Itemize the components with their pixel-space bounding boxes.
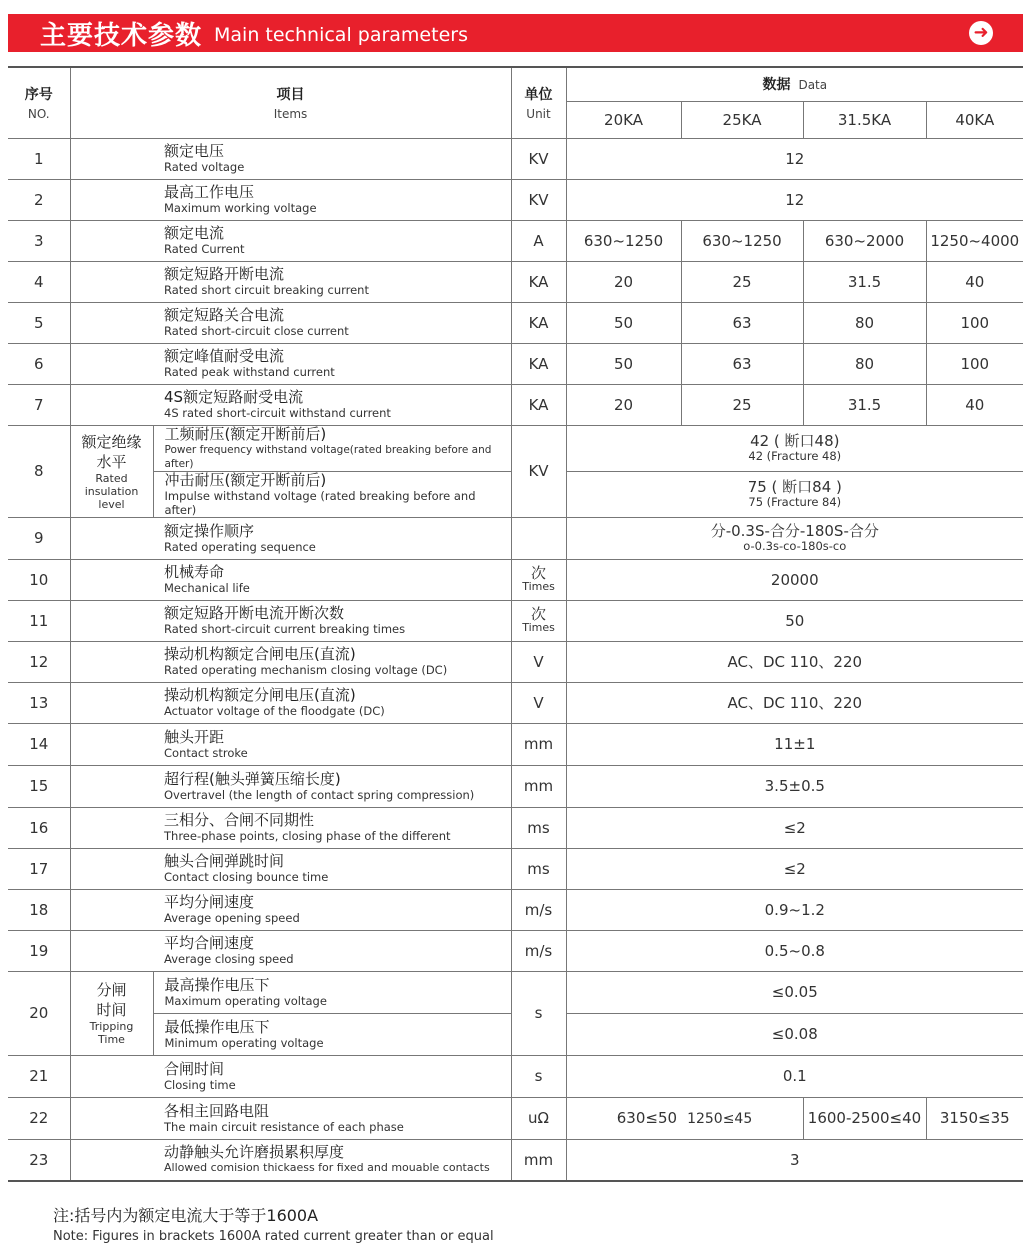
row-item: 操动机构额定分闸电压(直流) Actuator voltage of the floodgate (DC) (153, 682, 511, 723)
row-value: 25 (681, 384, 803, 425)
arrow-right-circle-icon[interactable]: ➜ (969, 21, 993, 45)
row-value: ≤2 (566, 848, 1023, 889)
row-value: 630≤50 1250≤45 (566, 1097, 803, 1139)
row-unit: s (511, 971, 566, 1055)
row-item: 机械寿命 Mechanical life (153, 559, 511, 600)
row-value: 0.5~0.8 (566, 930, 1023, 971)
row-item: 额定操作顺序 Rated operating sequence (153, 517, 511, 559)
table-row (8, 1139, 1023, 1181)
row-no: 13 (8, 682, 70, 723)
row-value: 80 (803, 343, 926, 384)
table-row (8, 971, 1023, 1013)
table-row (8, 682, 1023, 723)
row-value: AC、DC 110、220 (566, 641, 1023, 682)
row-no: 14 (8, 723, 70, 765)
row-unit: KA (511, 261, 566, 302)
table-row (8, 1055, 1023, 1097)
row-no: 10 (8, 559, 70, 600)
row-value: 100 (926, 302, 1023, 343)
row-value: 100 (926, 343, 1023, 384)
row-value: 75 ( 断口84 ) 75 (Fracture 84) (566, 471, 1023, 517)
row-value: 31.5 (803, 384, 926, 425)
row-item: 平均分闸速度 Average opening speed (153, 889, 511, 930)
footnote-cn: 注:括号内为额定电流大于等于1600A (53, 1206, 319, 1225)
banner-title-en: Main technical parameters (214, 24, 468, 46)
row-item: 动静触头允许磨损累积厚度 Allowed comision thickaess for fixed and mouable contacts (153, 1139, 511, 1181)
table-row (8, 641, 1023, 682)
row-unit: V (511, 682, 566, 723)
row-no: 12 (8, 641, 70, 682)
row-unit: uΩ (511, 1097, 566, 1139)
row-item: 各相主回路电阻 The main circuit resistance of each phase (153, 1097, 511, 1139)
row-unit (511, 517, 566, 559)
row-no: 16 (8, 807, 70, 848)
row-item: 三相分、合闸不同期性 Three-phase points, closing phase of the different (153, 807, 511, 848)
row-value: 12 (566, 179, 1023, 220)
row-value: 0.9~1.2 (566, 889, 1023, 930)
table-row (8, 179, 1023, 220)
row-unit: mm (511, 1139, 566, 1181)
row-no: 7 (8, 384, 70, 425)
row-value: 80 (803, 302, 926, 343)
row-value: 20 (566, 261, 681, 302)
row-value: ≤0.05 (566, 971, 1023, 1013)
row-no: 18 (8, 889, 70, 930)
header-col-20ka: 20KA (566, 101, 681, 138)
row-item: 最低操作电压下 Minimum operating voltage (153, 1013, 511, 1055)
row-unit: m/s (511, 889, 566, 930)
row-item: 最高操作电压下 Maximum operating voltage (153, 971, 511, 1013)
table-row (8, 384, 1023, 425)
row-value: 50 (566, 343, 681, 384)
row-item: 4S额定短路耐受电流 4S rated short-circuit withstand current (153, 384, 511, 425)
row-no: 15 (8, 765, 70, 807)
row-unit: ms (511, 807, 566, 848)
row-item: 平均合闸速度 Average closing speed (153, 930, 511, 971)
row-item: 额定短路开断电流开断次数 Rated short-circuit current breaking times (153, 600, 511, 641)
table-row (8, 1097, 1023, 1139)
row-unit: V (511, 641, 566, 682)
row-item: 额定电压 Rated voltage (153, 138, 511, 179)
row-no: 8 (8, 425, 70, 517)
header-col-25ka: 25KA (681, 101, 803, 138)
row-value: 分-0.3S-合分-180S-合分 o-0.3s-co-180s-co (566, 517, 1023, 559)
row-item: 超行程(触头弹簧压缩长度) Overtravel (the length of contact spring compression) (153, 765, 511, 807)
row-value: 0.1 (566, 1055, 1023, 1097)
row-value: 3150≤35 (926, 1097, 1023, 1139)
table-row (8, 848, 1023, 889)
row-unit: KA (511, 302, 566, 343)
row-item: 操动机构额定合闸电压(直流) Rated operating mechanism closing voltage (DC) (153, 641, 511, 682)
row-item: 冲击耐压(额定开断前后) Impulse withstand voltage (rated breaking before and after) (153, 471, 511, 517)
row-unit: s (511, 1055, 566, 1097)
row-value: 63 (681, 343, 803, 384)
table-row (8, 930, 1023, 971)
table-row (8, 220, 1023, 261)
table-row (8, 807, 1023, 848)
row-value: 630~1250 (681, 220, 803, 261)
table-row (8, 765, 1023, 807)
row-unit: mm (511, 723, 566, 765)
row-value: 12 (566, 138, 1023, 179)
table-row (8, 723, 1023, 765)
row-no: 19 (8, 930, 70, 971)
row-no: 1 (8, 138, 70, 179)
table-row (8, 343, 1023, 384)
header-unit: 单位 Unit (511, 67, 566, 138)
title-banner (8, 14, 1023, 52)
table-row (8, 425, 1023, 471)
row-unit: mm (511, 765, 566, 807)
row-unit: KA (511, 343, 566, 384)
table-row (8, 261, 1023, 302)
header-col-31-5ka: 31.5KA (803, 101, 926, 138)
row-no: 20 (8, 971, 70, 1055)
row-unit: 次 Times (511, 600, 566, 641)
row-no: 6 (8, 343, 70, 384)
parameters-table (8, 66, 1023, 1182)
row-unit: A (511, 220, 566, 261)
row-value: 3.5±0.5 (566, 765, 1023, 807)
row-value: 20000 (566, 559, 1023, 600)
row-no: 22 (8, 1097, 70, 1139)
row-value: 630~1250 (566, 220, 681, 261)
row-item: 额定短路开断电流 Rated short circuit breaking current (153, 261, 511, 302)
row-unit: KV (511, 179, 566, 220)
row-value: 50 (566, 600, 1023, 641)
row-no: 5 (8, 302, 70, 343)
row-unit: KV (511, 138, 566, 179)
row-value: 1600-2500≤40 (803, 1097, 926, 1139)
row-value: 11±1 (566, 723, 1023, 765)
row-no: 3 (8, 220, 70, 261)
row-value: 42 ( 断口48) 42 (Fracture 48) (566, 425, 1023, 471)
row-unit: 次 Times (511, 559, 566, 600)
row-no: 17 (8, 848, 70, 889)
header-items: 项目 Items (70, 67, 511, 138)
row-no: 4 (8, 261, 70, 302)
row-value: 40 (926, 261, 1023, 302)
row-no: 2 (8, 179, 70, 220)
row-unit: KA (511, 384, 566, 425)
header-row (8, 67, 1023, 101)
row-no: 9 (8, 517, 70, 559)
row-unit: m/s (511, 930, 566, 971)
header-data: 数据 Data (566, 67, 1023, 101)
table-row (8, 600, 1023, 641)
row-value: 31.5 (803, 261, 926, 302)
table-row (8, 302, 1023, 343)
banner-title-cn: 主要技术参数 (40, 20, 203, 51)
header-no: 序号 NO. (8, 67, 70, 138)
row-value: 63 (681, 302, 803, 343)
row-item: 最高工作电压 Maximum working voltage (153, 179, 511, 220)
row-item: 工频耐压(额定开断前后) Power frequency withstand voltage(rated breaking before and after) (153, 425, 511, 471)
row-item: 额定短路关合电流 Rated short-circuit close current (153, 302, 511, 343)
row-value: 3 (566, 1139, 1023, 1181)
row-unit: KV (511, 425, 566, 517)
row-item: 触头开距 Contact stroke (153, 723, 511, 765)
row-item: 额定峰值耐受电流 Rated peak withstand current (153, 343, 511, 384)
row-unit: ms (511, 848, 566, 889)
row-value: 20 (566, 384, 681, 425)
row-value: ≤0.08 (566, 1013, 1023, 1055)
row-value: 40 (926, 384, 1023, 425)
row-no: 23 (8, 1139, 70, 1181)
row-no: 21 (8, 1055, 70, 1097)
table-row (8, 138, 1023, 179)
row-value: 630~2000 (803, 220, 926, 261)
row-value: 1250~4000 (926, 220, 1023, 261)
row-value: AC、DC 110、220 (566, 682, 1023, 723)
row-item: 触头合闸弹跳时间 Contact closing bounce time (153, 848, 511, 889)
row-no: 11 (8, 600, 70, 641)
row-item: 额定电流 Rated Current (153, 220, 511, 261)
row-item: 合闸时间 Closing time (153, 1055, 511, 1097)
footnote (53, 1203, 494, 1244)
row-value: 25 (681, 261, 803, 302)
table-row (8, 889, 1023, 930)
header-col-40ka: 40KA (926, 101, 1023, 138)
row-value: 50 (566, 302, 681, 343)
row-value: ≤2 (566, 807, 1023, 848)
row-group-label: 额定绝缘水平 Rated insulation level (70, 425, 153, 517)
row-group-label: 分闸 时间 Tripping Time (70, 971, 153, 1055)
table-row (8, 517, 1023, 559)
table-row (8, 559, 1023, 600)
footnote-en: Note: Figures in brackets 1600A rated current greater than or equal (53, 1229, 494, 1244)
